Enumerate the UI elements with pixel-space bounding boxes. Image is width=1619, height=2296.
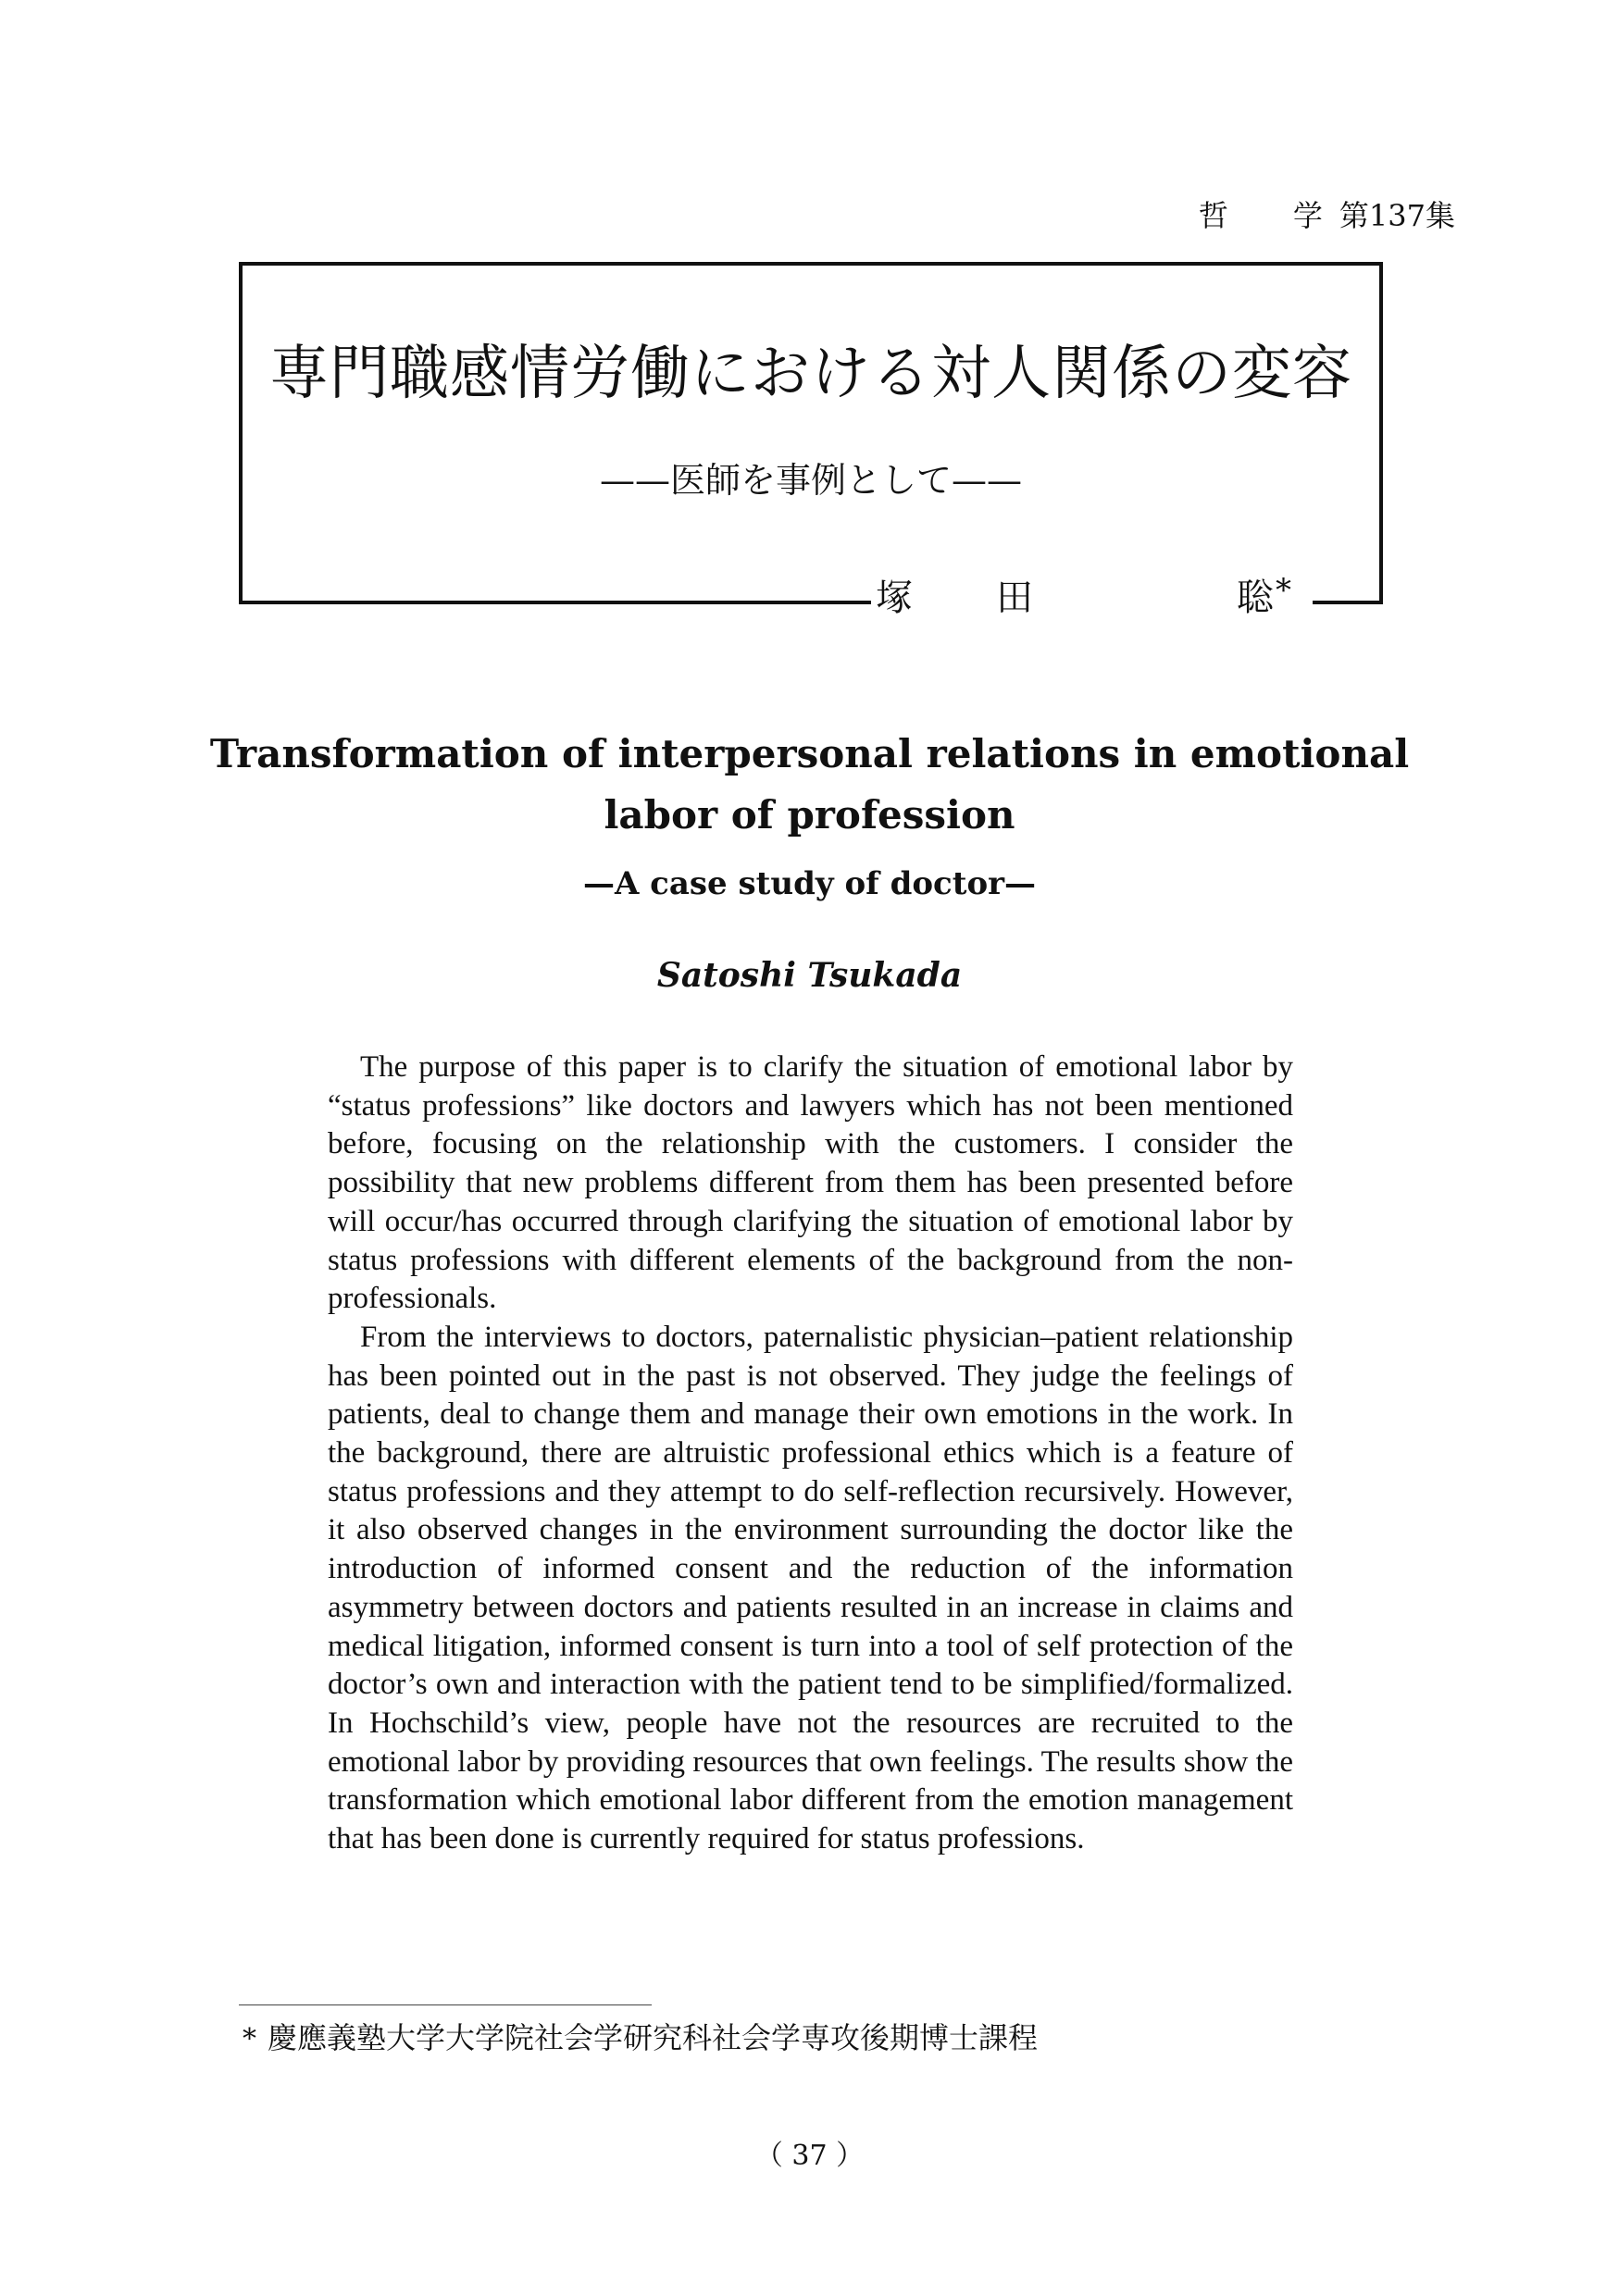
title-frame-bottom-left-rule: [239, 601, 871, 604]
author-char-2: 田: [996, 577, 1033, 619]
journal-name-char-1: 哲: [1198, 198, 1228, 233]
abstract: [328, 1049, 1293, 1859]
title-frame-bottom-right-rule: [1313, 601, 1383, 604]
footnote-text: 慶應義塾大学大学院社会学研究科社会学専攻後期博士課程: [268, 2020, 1039, 2055]
abstract-paragraph-2: From the interviews to doctors, paternalistic physician–patient relationship has been pointed out in the past is not observed. They judge the feelings of patients, deal to change them and manage their own emotions in the work. In the background, there are altruistic professional ethics which is a feature of status professions and they attempt to do self-reflection recursively. However, it also observed changes in the environment surrounding the doctor like the introduction of informed consent and the reduction of the information asymmetry between doctors and patients resulted in an increase in claims and medical litigation, informed consent is turn into a tool of self protection of the doctor’s own and interaction with the patient tend to be simplified/formalized. In Hochschild’s view, people have not the resources are recruited to the emotional labor by providing resources that own feelings. The results show the transformation which emotional labor different from the emotion management that has been done is currently required for status professions.: [328, 1320, 1293, 1856]
japanese-title: 専門職感情労働における対人関係の変容: [269, 340, 1352, 408]
author-char-1: 塚: [876, 577, 913, 619]
author-footnote-mark: *: [1276, 572, 1291, 609]
page-number: （ 37 ）: [754, 2140, 865, 2172]
journal-name-char-2: 学: [1292, 198, 1323, 233]
english-title: Transformation of interpersonal relations in emotional labor of profession: [209, 731, 1410, 838]
abstract-paragraph-1: The purpose of this paper is to clarify the situation of emotional labor by “status professions” like doctors and lawyers which has not been mentioned before, focusing on the relationship with the customers. I consider the possibility that new problems different from them has been presented before will occur/has occurred through clarifying the situation of emotional labor by status professions with different elements of the background from the non-professionals.: [328, 1050, 1293, 1316]
japanese-subtitle: ——医師を事例として——: [599, 460, 1022, 501]
author-char-3: 聡: [1237, 577, 1274, 619]
footnote-mark: *: [243, 2023, 256, 2055]
footnote-rule: [239, 2004, 652, 2005]
footnote: [243, 2019, 1038, 2058]
running-header: [1199, 192, 1455, 235]
japanese-author: [876, 572, 1311, 620]
english-author: Satoshi Tsukada: [656, 956, 963, 995]
title-frame: [239, 262, 1383, 604]
english-subtitle: —A case study of doctor—: [582, 865, 1037, 902]
volume-number: 第137集: [1339, 198, 1455, 233]
